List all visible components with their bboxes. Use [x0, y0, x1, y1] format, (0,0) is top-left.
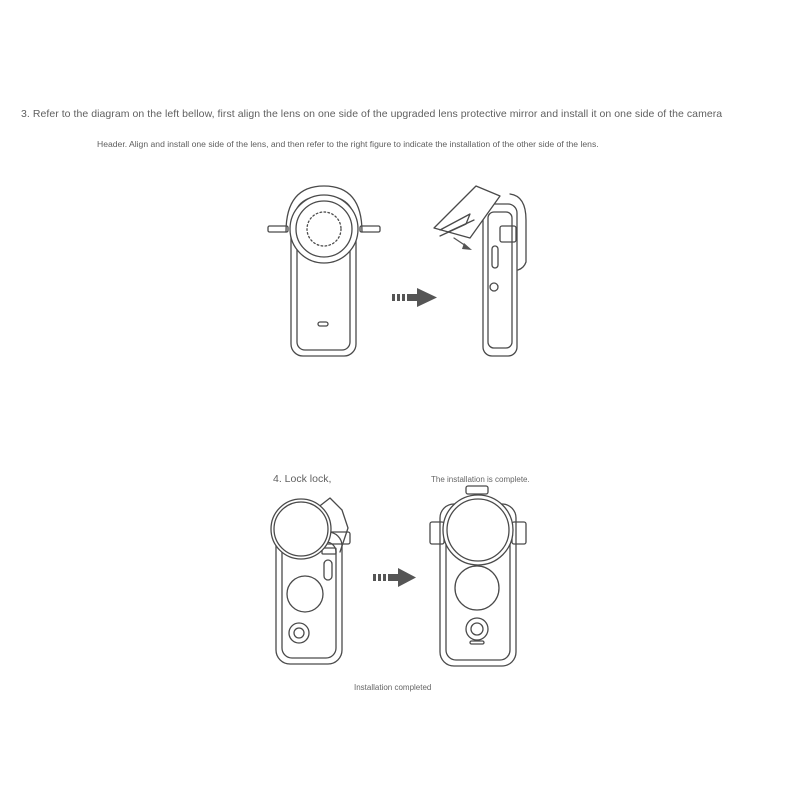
- camera-locking-icon: [271, 498, 350, 664]
- camera-side-icon: [434, 186, 526, 356]
- camera-installed-icon: [430, 486, 526, 666]
- arrow-right-icon: [373, 568, 416, 587]
- arrow-right-icon: [392, 288, 437, 307]
- step4-title: 4. Lock lock,: [273, 473, 332, 485]
- installed-caption: Installation completed: [354, 683, 432, 692]
- step3-sub-instruction: Header. Align and install one side of the lens, and then refer to the right figure to indicate the installation of the other side of the lens.: [97, 139, 599, 149]
- step3-instruction: 3. Refer to the diagram on the left bellow, first align the lens on one side of the upgraded lens protective mirror and install it on one side of the camera: [21, 108, 723, 120]
- camera-front-icon: [268, 186, 380, 356]
- complete-caption: The installation is complete.: [431, 475, 530, 484]
